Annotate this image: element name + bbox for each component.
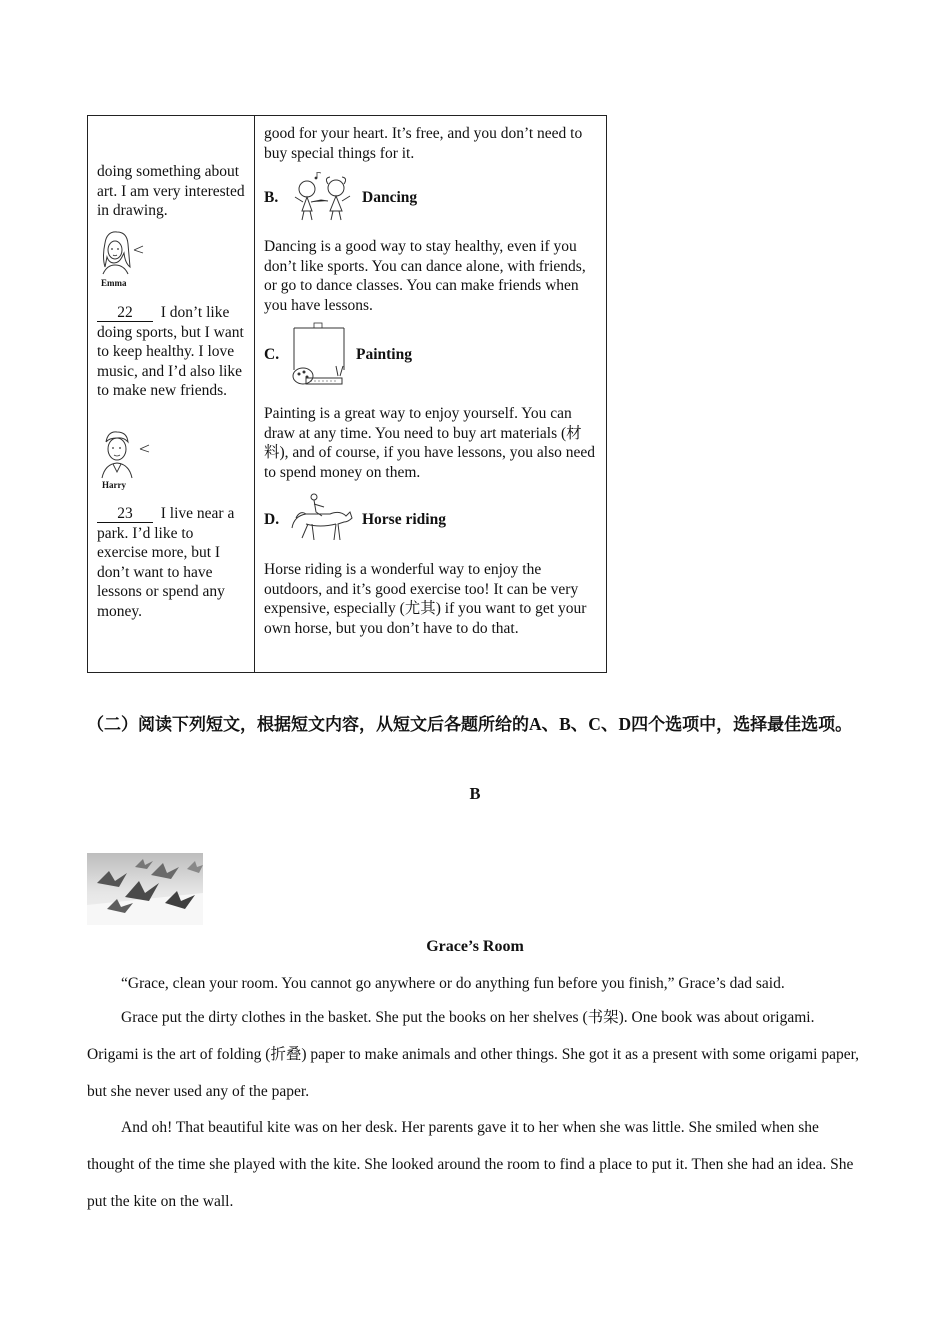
option-b-header <box>264 172 417 224</box>
people-column <box>88 116 255 673</box>
options-table <box>87 115 607 673</box>
instructions-part-2: 四个选项中，选择最佳选项。 <box>631 715 853 735</box>
answer-blank-22[interactable]: 22 <box>97 305 153 322</box>
emma-portrait <box>97 229 157 291</box>
harry-label: Harry <box>102 480 126 490</box>
section-instructions <box>87 706 867 744</box>
emma-description: doing something about art. I am very interested in drawing. <box>97 163 245 219</box>
instructions-part-1: （二）阅读下列短文，根据短文内容，从短文后各题所给的 <box>87 715 529 735</box>
emma-label: Emma <box>101 278 127 288</box>
option-c-letter: C. <box>264 346 280 363</box>
story-title: Grace’s Room <box>426 938 524 955</box>
story-paragraph-2: Grace put the dirty clothes in the basket. She put the books on her shelves (书架). One book was about origami. Origami is the art of folding (折叠) paper to make animals and other things. She got it as a present with some origami paper, but she never used any of the paper. <box>87 1009 860 1100</box>
horse-rider-icon <box>290 492 354 548</box>
option-d-header <box>264 492 446 548</box>
harry-description <box>97 303 247 401</box>
option-d-title: Horse riding <box>362 511 446 528</box>
story-paragraph-3: And oh! That beautiful kite was on her desk. Her parents gave it to her when she was little. She smiled when she thought of the time she played with the kite. She looked around the room to find a place to put it. Then she had an idea. She put the kite on the wall. <box>87 1119 854 1210</box>
option-d-letter: D. <box>264 511 280 528</box>
harry-text: I don’t like doing sports, but I want to keep healthy. I love music, and I’d also like to make new friends. <box>97 304 244 399</box>
origami-photo <box>87 853 203 925</box>
third-person-text: I live near a park. I’d like to exercise more, but I don’t want to have lessons or spend any money. <box>97 505 235 620</box>
option-c-title: Painting <box>356 346 412 363</box>
story-paragraph-1: “Grace, clean your room. You cannot go anywhere or do anything fun before you finish,” Grace’s dad said. <box>121 975 785 992</box>
option-c-header <box>264 322 412 388</box>
option-d-text: Horse riding is a wonderful way to enjoy the outdoors, and it’s good exercise too! It can be very expensive, especially (尤其) if you want to get your own horse, but you don’t have to do that. <box>264 561 587 637</box>
instructions-abcd: A、B、C、D <box>529 714 632 734</box>
answer-blank-23[interactable]: 23 <box>97 506 153 523</box>
third-person-description <box>97 504 247 621</box>
harry-portrait <box>97 428 157 492</box>
option-b-title: Dancing <box>362 189 418 206</box>
option-a-continued: good for your heart. It’s free, and you don’t need to buy special things for it. <box>264 125 583 162</box>
option-b-text: Dancing is a good way to stay healthy, even if you don’t like sports. You can dance alone, with friends, or go to dance classes. You can make friends when you have lessons. <box>264 238 586 314</box>
activities-column <box>255 116 607 673</box>
painting-easel-icon <box>290 322 348 388</box>
option-b-letter: B. <box>264 189 279 206</box>
origami-cranes-icon <box>87 853 203 925</box>
dancing-kids-icon <box>290 172 354 224</box>
passage-label: B <box>469 784 481 803</box>
option-c-text: Painting is a great way to enjoy yourself. You can draw at any time. You need to buy art materials (材料), and of course, if you have lessons, you also need to spend money on them. <box>264 405 596 481</box>
